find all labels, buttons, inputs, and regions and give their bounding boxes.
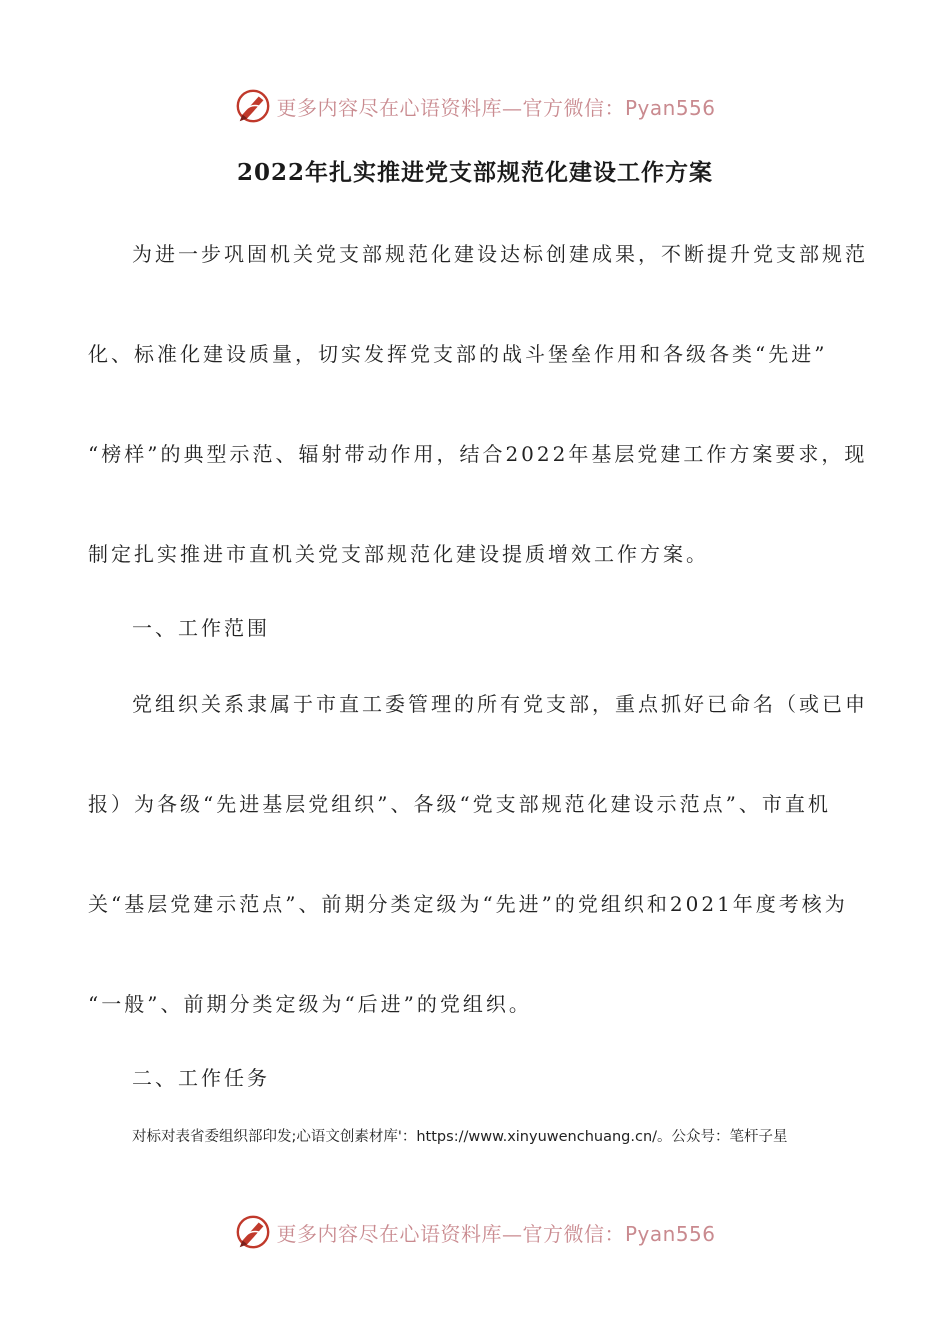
banner-text: 更多内容尽在心语资料库—官方微信：Pyan556: [276, 1221, 716, 1246]
paragraph-line: 党组织关系隶属于市直工委管理的所有党支部，重点抓好已命名（或已申: [132, 692, 868, 716]
paragraph-line: “榜样”的典型示范、辐射带动作用，结合2022年基层党建工作方案要求，现: [88, 442, 868, 466]
paragraph-line: 关“基层党建示范点”、前期分类定级为“先进”的党组织和2021年度考核为: [88, 892, 848, 916]
paragraph-line: 化、标准化建设质量，切实发挥党支部的战斗堡垒作用和各级各类“先进”: [88, 342, 828, 366]
paragraph-line: 为进一步巩固机关党支部规范化建设达标创建成果，不断提升党支部规范: [132, 242, 868, 266]
section-heading: 一、工作范围: [132, 616, 270, 640]
banner-text: 更多内容尽在心语资料库—官方微信：Pyan556: [276, 95, 716, 120]
wechat-id: Pyan556: [624, 95, 716, 120]
document-title: 2022年扎实推进党支部规范化建设工作方案: [236, 159, 713, 186]
footer-banner: [0, 1212, 950, 1252]
pen-nib-logo-icon: [234, 87, 272, 125]
pen-nib-logo-icon: [234, 1213, 272, 1251]
header-banner: [0, 86, 950, 126]
paragraph-line: 制定扎实推进市直机关党支部规范化建设提质增效工作方案。: [88, 542, 709, 566]
section-heading: 二、工作任务: [132, 1066, 270, 1090]
paragraph-line: “一般”、前期分类定级为“后进”的党组织。: [88, 992, 532, 1016]
paragraph-line: 报）为各级“先进基层党组织”、各级“党支部规范化建设示范点”、市直机: [88, 792, 831, 816]
footer-note: 对标对表省委组织部印发;心语文创素材库'：https://www.xinyuwenchuang.cn/。公众号：笔杆子星: [132, 1129, 788, 1145]
wechat-id: Pyan556: [624, 1221, 716, 1246]
